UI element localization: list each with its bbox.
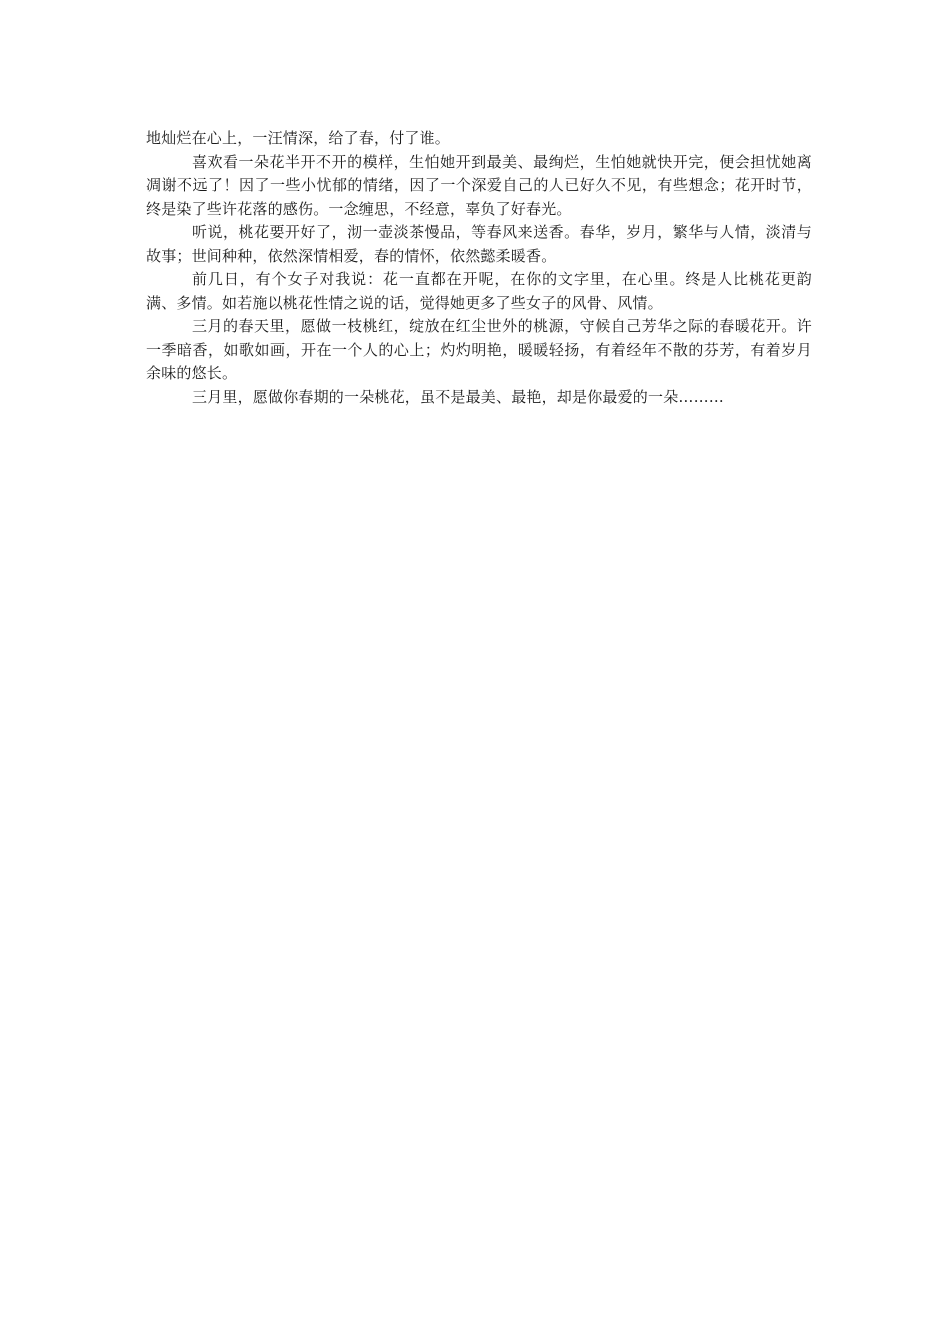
paragraph-4: 前几日，有个女子对我说：花一直都在开呢，在你的文字里，在心里。终是人比桃花更韵满、多情。如若施以桃花性情之说的话，觉得她更多了些女子的风骨、风情。 — [146, 270, 812, 312]
paragraph-3: 听说，桃花要开好了，沏一壶淡茶慢品，等春风来送香。春华，岁月，繁华与人情，淡清与故事；世间种种，依然深情相爱，春的情怀，依然懿柔暖香。 — [146, 223, 812, 265]
document-body — [146, 127, 812, 409]
paragraph-1: 地灿烂在心上，一汪情深，给了春，付了谁。 — [146, 129, 451, 147]
paragraph-2: 喜欢看一朵花半开不开的模样，生怕她开到最美、最绚烂，生怕她就快开完，便会担忧她离凋谢不远了！因了一些小忧郁的情绪，因了一个深爱自己的人已好久不见，有些想念；花开时节，终是染了些许花落的感伤。一念缠思，不经意，辜负了好春光。 — [146, 152, 812, 218]
paragraph-5: 三月的春天里，愿做一枝桃红，绽放在红尘世外的桃源，守候自己芳华之际的春暖花开。许一季暗香，如歌如画，开在一个人的心上；灼灼明艳，暖暖轻扬，有着经年不散的芬芳，有着岁月余味的悠长。 — [146, 317, 812, 382]
paragraph-6: 三月里，愿做你春期的一朵桃花，虽不是最美、最艳，却是你最爱的一朵……… — [192, 387, 725, 406]
